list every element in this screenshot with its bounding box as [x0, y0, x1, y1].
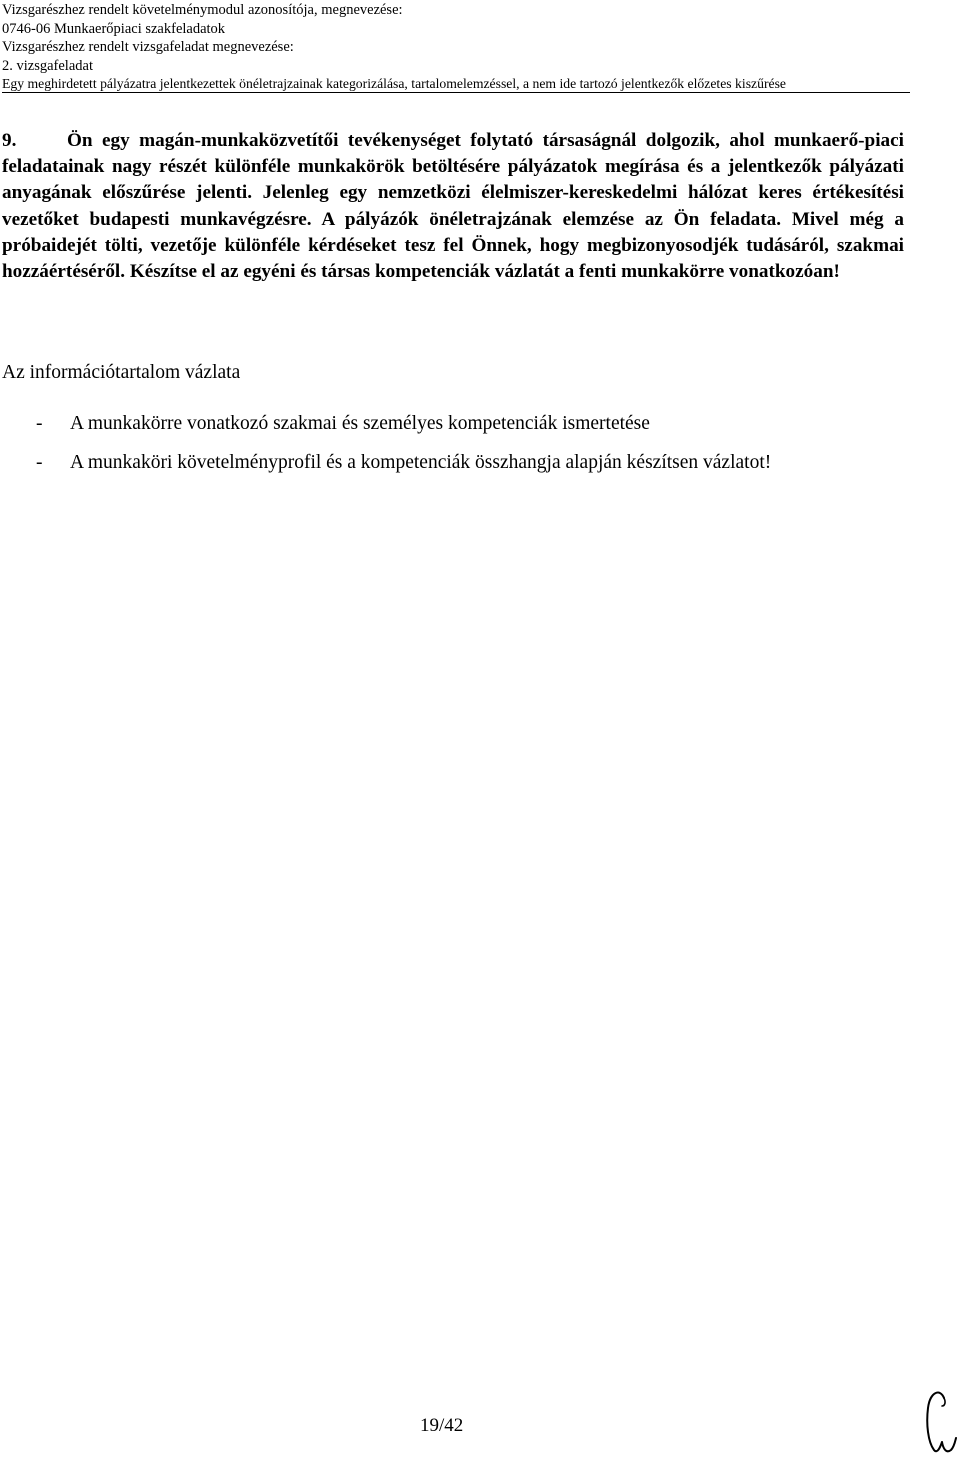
list-item [2, 449, 922, 488]
document-header [2, 1, 942, 94]
header-module-label: Vizsgarészhez rendelt követelménymodul azonosítója, megnevezése: [2, 2, 403, 18]
task-text: Ön egy magán-munkaközvetítői tevékenységet folytató társaságnál dolgozik, ahol munkaerő-piaci feladatainak nagy részét különféle munkakörök betöltésére pályázatok megírása és a jelentkezők pályázati anyagának előszűrése jelenti. Jelenleg egy nemzetközi élelmiszer-kereskedelmi hálózat keres értékesítési vezetőket budapesti munkavégzésre. A pályázók önéletrajzának elemzése az Ön feladata. Mivel még a próbaidejét tölti, vezetője különféle kérdéseket tesz fel Önnek, hogy megbizonyosodjék tudásáról, szakmai hozzáértéséről. Készítse el az egyéni és társas kompetenciák vázlatát a fenti munkakörre vonatkozóan! [2, 130, 904, 283]
header-divider [2, 92, 910, 93]
header-task-description: Egy meghirdetett pályázatra jelentkezettek önéletrajzainak kategorizálása, tartalomelemzéssel, a nem ide tartozó jelentkezők előzetes kiszűrése [2, 76, 786, 92]
list-item-text: A munkaköri követelményprofil és a kompetenciák összhangja alapján készítsen vázlatot! [70, 452, 772, 473]
task-number: 9. [2, 130, 17, 151]
header-task-label: Vizsgarészhez rendelt vizsgafeladat megnevezése: [2, 39, 294, 56]
list-item-text: A munkakörre vonatkozó szakmai és személyes kompetenciák ismertetése [70, 413, 650, 434]
list-item [2, 410, 922, 449]
task-paragraph [2, 128, 904, 285]
handwritten-initial-icon [918, 1386, 958, 1458]
list-dash: - [36, 413, 43, 434]
info-outline-list [2, 410, 922, 488]
list-dash: - [36, 452, 43, 473]
page-number: 19/42 [420, 1415, 464, 1436]
header-module-name: 0746-06 Munkaerőpiaci szakfeladatok [2, 20, 226, 37]
header-task-name: 2. vizsgafeladat [2, 57, 93, 74]
info-outline-title: Az információtartalom vázlata [2, 362, 241, 383]
